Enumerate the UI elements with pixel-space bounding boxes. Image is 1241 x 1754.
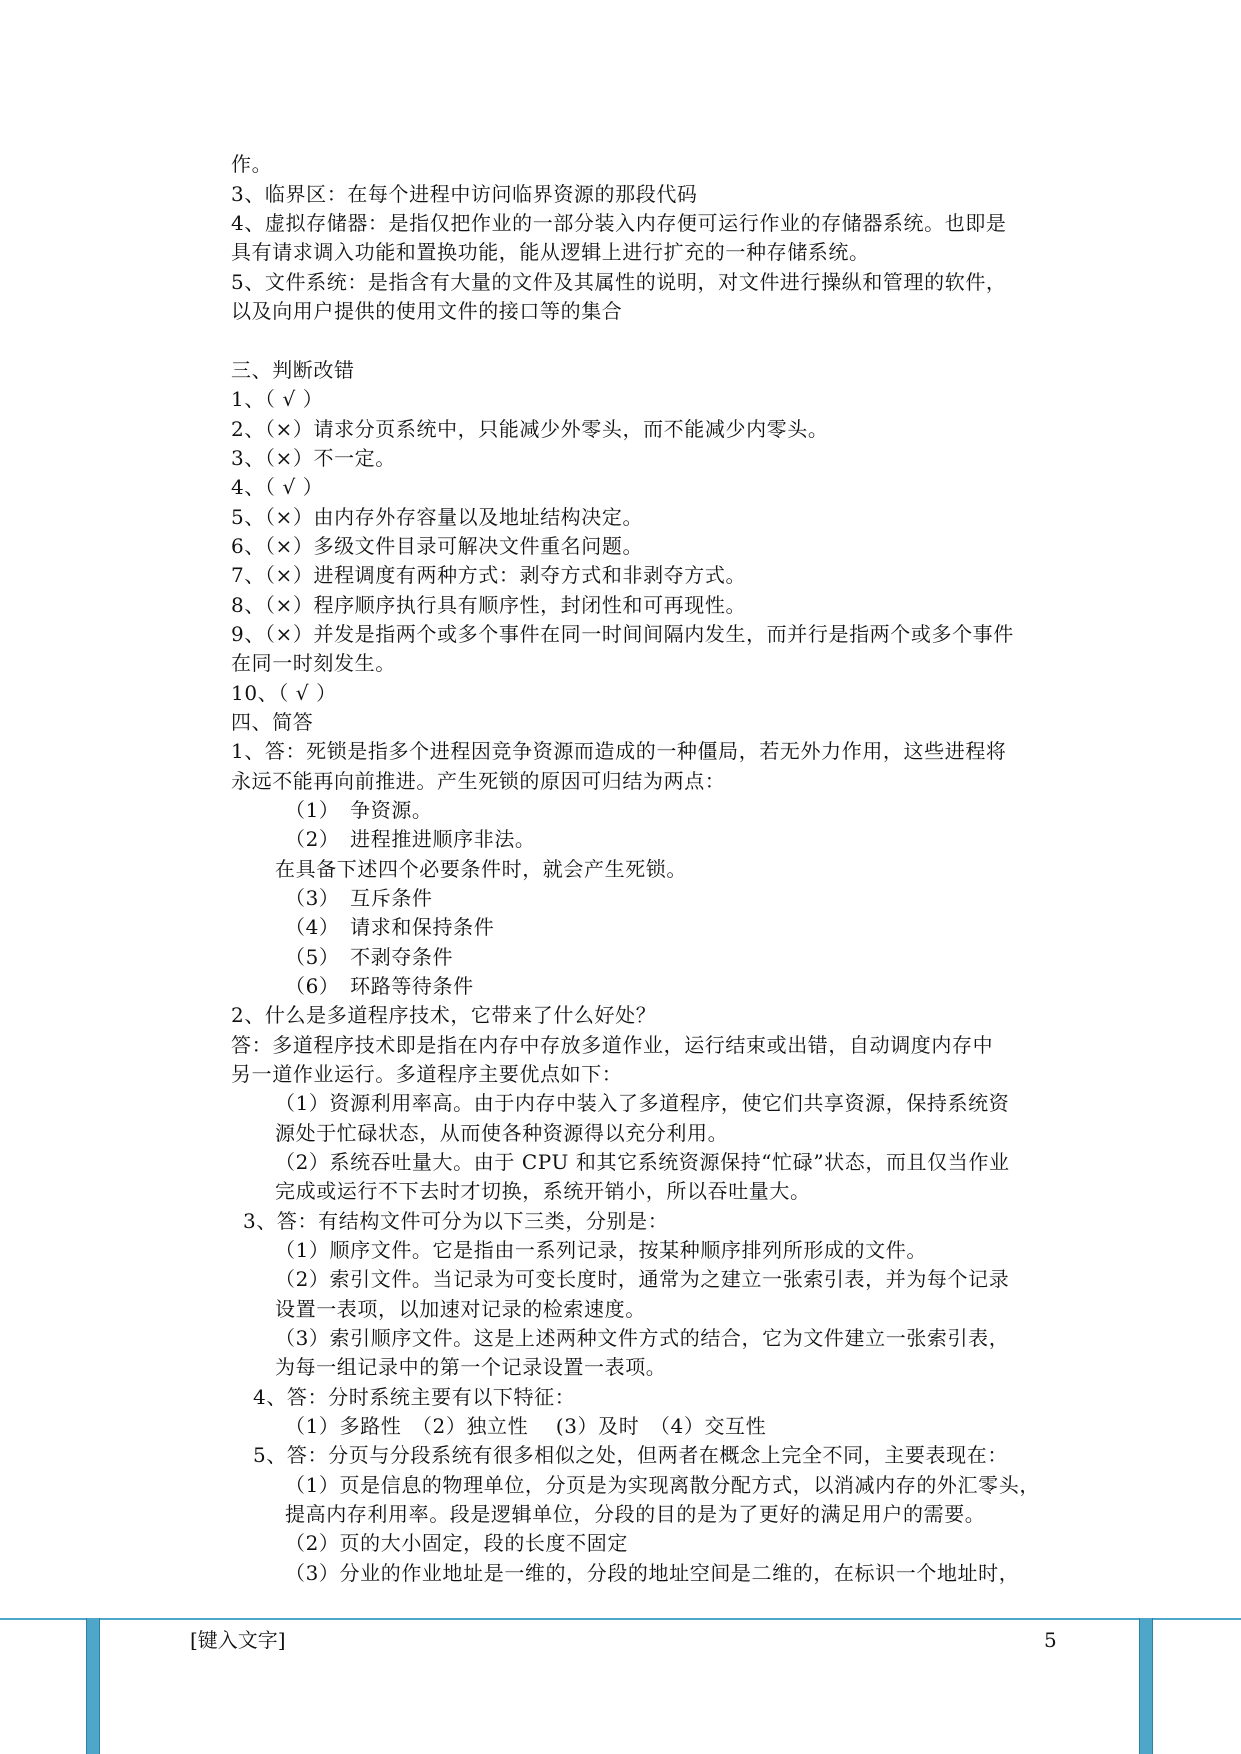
- text-line: （3）分业的作业地址是一维的，分段的地址空间是二维的，在标识一个地址时，: [285, 1561, 1020, 1585]
- page-number: 5: [1044, 1628, 1057, 1652]
- list-item: （1） 争资源。: [285, 798, 433, 822]
- text-line: 3、（×）不一定。: [231, 446, 396, 470]
- text-line: 在同一时刻发生。: [231, 651, 396, 675]
- text-line: 具有请求调入功能和置换功能，能从逻辑上进行扩充的一种存储系统。: [231, 240, 870, 264]
- text-line: 永远不能再向前推进。产生死锁的原因可归结为两点：: [231, 769, 726, 793]
- text-line: 另一道作业运行。多道程序主要优点如下：: [231, 1062, 623, 1086]
- text-line: （1）顺序文件。它是指由一系列记录，按某种顺序排列所形成的文件。: [275, 1238, 927, 1262]
- text-line: 在具备下述四个必要条件时，就会产生死锁。: [275, 857, 687, 881]
- text-line: 作。: [231, 152, 273, 176]
- text-line: 5、答：分页与分段系统有很多相似之处，但两者在概念上完全不同，主要表现在：: [253, 1443, 1008, 1467]
- text-line: 2、什么是多道程序技术，它带来了什么好处？: [231, 1003, 657, 1027]
- text-line: 2、（×）请求分页系统中，只能减少外零头，而不能减少内零头。: [231, 417, 829, 441]
- text-line: 3、临界区：在每个进程中访问临界资源的那段代码: [231, 182, 698, 206]
- text-line: 5、文件系统：是指含有大量的文件及其属性的说明，对文件进行操纵和管理的软件，: [231, 270, 1007, 294]
- text-line: （1）资源利用率高。由于内存中装入了多道程序，使它们共享资源，保持系统资: [275, 1091, 1010, 1115]
- text-line: 1、（ √ ）: [231, 387, 324, 411]
- list-item: （5） 不剥夺条件: [285, 945, 454, 969]
- text-line: （2）页的大小固定，段的长度不固定: [285, 1531, 628, 1555]
- text-line: 7、（×）进程调度有两种方式：剥夺方式和非剥夺方式。: [231, 563, 747, 587]
- text-line: 完成或运行不下去时才切换，系统开销小，所以吞吐量大。: [275, 1179, 811, 1203]
- section-heading: 三、判断改错: [231, 358, 355, 382]
- list-item: （2） 进程推进顺序非法。: [285, 827, 536, 851]
- text-line: 4、虚拟存储器：是指仅把作业的一部分装入内存便可运行作业的存储器系统。也即是: [231, 211, 1007, 235]
- section-heading: 四、简答: [231, 710, 314, 734]
- text-line: （1）页是信息的物理单位，分页是为实现离散分配方式，以消减内存的外汇零头，: [285, 1473, 1040, 1497]
- text-line: 答：多道程序技术即是指在内存中存放多道作业，运行结束或出错，自动调度内存中: [231, 1033, 994, 1057]
- text-line: （2）系统吞吐量大。由于 CPU 和其它系统资源保持“忙碌”状态，而且仅当作业: [275, 1150, 1010, 1174]
- text-line: （2）索引文件。当记录为可变长度时，通常为之建立一张索引表，并为每个记录: [275, 1267, 1010, 1291]
- text-line: 1、答：死锁是指多个进程因竞争资源而造成的一种僵局，若无外力作用，这些进程将: [231, 739, 1007, 763]
- list-item: （4） 请求和保持条件: [285, 915, 495, 939]
- text-line: 4、答：分时系统主要有以下特征：: [253, 1385, 576, 1409]
- text-line: 10、（ √ ）: [231, 681, 337, 705]
- text-line: 4、（ √ ）: [231, 475, 324, 499]
- text-line: 3、答：有结构文件可分为以下三类，分别是：: [243, 1209, 669, 1233]
- list-item: （6） 环路等待条件: [285, 974, 474, 998]
- footer-placeholder-text[interactable]: [键入文字]: [190, 1628, 286, 1652]
- text-line: 提高内存利用率。段是逻辑单位，分段的目的是为了更好的满足用户的需要。: [285, 1502, 986, 1526]
- footer-divider: [0, 1618, 1241, 1620]
- text-line: （1）多路性 （2）独立性 (3）及时 （4）交互性: [285, 1414, 767, 1438]
- text-line: 源处于忙碌状态，从而使各种资源得以充分利用。: [275, 1121, 729, 1145]
- footer-right-bar: [1139, 1618, 1153, 1754]
- text-line: （3）索引顺序文件。这是上述两种文件方式的结合，它为文件建立一张索引表，: [275, 1326, 1010, 1350]
- text-line: 5、（×）由内存外存容量以及地址结构决定。: [231, 505, 644, 529]
- text-line: 6、（×）多级文件目录可解决文件重名问题。: [231, 534, 644, 558]
- footer-left-bar: [86, 1618, 100, 1754]
- list-item: （3） 互斥条件: [285, 886, 433, 910]
- text-line: 9、（×）并发是指两个或多个事件在同一时间间隔内发生，而并行是指两个或多个事件: [231, 622, 1014, 646]
- text-line: 以及向用户提供的使用文件的接口等的集合: [231, 299, 623, 323]
- text-line: 8、（×）程序顺序执行具有顺序性，封闭性和可再现性。: [231, 593, 747, 617]
- text-line: 为每一组记录中的第一个记录设置一表项。: [275, 1355, 667, 1379]
- text-line: 设置一表项，以加速对记录的检索速度。: [275, 1297, 646, 1321]
